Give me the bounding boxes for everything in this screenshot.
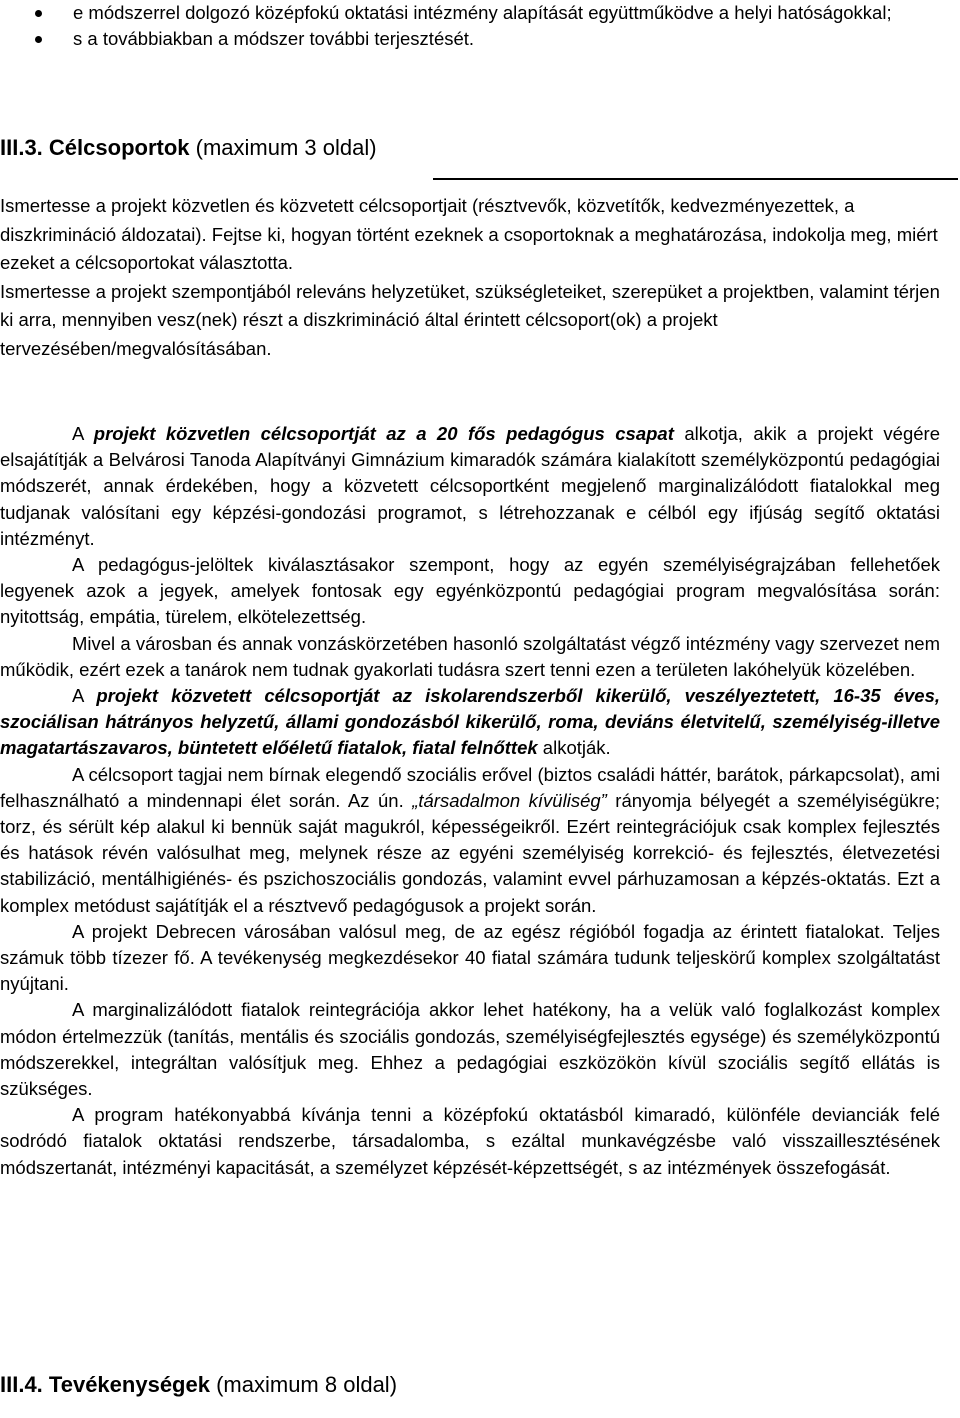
instruction-paragraph: Ismertesse a projekt szempontjából releváns helyzetüket, szükségleteiket, szerepüket a projektben, valamint térjen ki arra, mennyiben vesz(nek) részt a diszkrimináció által érintett célcsoport(ok) a projekt tervezésében/megvalósításában. [0, 280, 940, 359]
body-paragraph: A projekt közvetett célcsoportját az iskolarendszerből kikerülő, veszélyeztetett, 16-35 éves, szociálisan hátrányos helyzetű, állami gondozásból kikerülő, roma, deviáns életvitelű, személyiség-illetve magatartászavaros, büntetett előéletű fiatalok, fiatal felnőttek alkotják. [0, 685, 941, 759]
bullet-item: s a továbbiakban a módszer további terjesztését. [0, 26, 960, 52]
body-paragraph: A pedagógus-jelöltek kiválasztásakor szempont, hogy az egyén személyiségrajzában fellehetőek legyenek azok a jegyek, amelyek fontosak egy egyénközpontú pedagógiai program megvalósítása során: nyitottság, empátia, türelem, elkötelezettség. [0, 554, 940, 628]
body-paragraph: A program hatékonyabbá kívánja tenni a középfokú oktatásból kimaradó, különféle devianciák felé sodródó fiatalok oktatási rendszerbe, társadalomba, s ezáltal munkavégzésbe való visszaillesztésének módszertanát, intézményi kapacitását, a személyzet képzését-képzettségét, s az intézmények összefogását. [0, 1104, 940, 1178]
body-paragraph: A célcsoport tagjai nem bírnak elegendő szociális erővel (biztos családi háttér, barátok, párkapcsolat), ami felhasználható a mindennapi élet során. Az ún. „társadalmon kívüliség” rányomja bélyegét a személyiségükre; torz, és sérült kép alakul ki bennük saját magukról, képességeikről. Ezért reintegrációjuk csak komplex fejlesztés és hatások révén valósulhat meg, melynek része az egyéni személyiség korrekció- és fejlesztés, életvezetési stabilizáció, mentálhigiénés- és pszichoszociális gondozás, valamint evvel párhuzamosan a képzés-oktatás. Ezt a komplex metódust sajátítják el a résztvevő pedagógusok a projekt során. [0, 763, 941, 916]
section-heading-iii4 [0, 1371, 397, 1399]
bullet-item: e módszerrel dolgozó középfokú oktatási intézmény alapítását együttműködve a helyi hatóságokkal; [0, 0, 960, 26]
section-body [0, 421, 940, 1181]
section-note: (maximum 8 oldal) [216, 1372, 398, 1397]
body-paragraph: A projekt közvetlen célcsoportját az a 20 fős pedagógus csapat alkotja, akik a projekt végére elsajátítják a Belvárosi Tanoda Alapítványi Gimnázium kimaradók számára kialakított személyközpontú pedagógiai módszerét, annak érdekében, hogy a közvetett célcsoportként megjelenő marginalizálódott fiatalokkal meg tudjanak valósítani egy képzési-gondozási programot, s létrehozzanak e célból egy ifjúság segítő oktatási intézményt. [0, 423, 940, 549]
bullet-list [0, 0, 960, 52]
instruction-paragraph: Ismertesse a projekt közvetlen és közvetett célcsoportjait (résztvevők, közvetítők, kedvezményezettek, a diszkrimináció áldozatai). Fejtse ki, hogyan történt ezeknek a csoportoknak a meghatározása, indokolja meg, miért ezeket a célcsoportokat választotta. [0, 195, 938, 273]
section-title: Célcsoportok [48, 135, 190, 160]
section-title: Tevékenységek [48, 1372, 210, 1397]
section-number: III.4. [0, 1372, 43, 1397]
section-note: (maximum 3 oldal) [195, 135, 377, 160]
body-paragraph: Mivel a városban és annak vonzáskörzetében hasonló szolgáltatást végző intézmény vagy szervezet nem működik, ezért ezek a tanárok nem tudnak gyakorlati tudásra szert tenni ezen a területen lakóhelyük közelében. [0, 632, 940, 680]
body-paragraph: A marginalizálódott fiatalok reintegrációja akkor lehet hatékony, ha a velük való foglalkozást komplex módon értelmezzük (tanítás, mentális és szociális gondozás, személyiségfejlesztés egysége) és személyközpontú módszerekkel, integráltan valósítjuk meg. Ehhez a pedagógiai eszközökön kívül szociális segítő ellátás is szükséges. [0, 999, 940, 1100]
section-number: III.3. [0, 135, 43, 160]
section-heading-iii3 [0, 134, 377, 162]
heading-rule [433, 178, 958, 180]
section-instructions [0, 192, 940, 363]
body-paragraph: A projekt Debrecen városában valósul meg, de az egész régióból fogadja az érintett fiatalokat. Teljes számuk több tízezer fő. A tevékenység megkezdésekor 40 fiatal számára tudunk teljeskörű komplex szolgáltatást nyújtani. [0, 920, 940, 995]
